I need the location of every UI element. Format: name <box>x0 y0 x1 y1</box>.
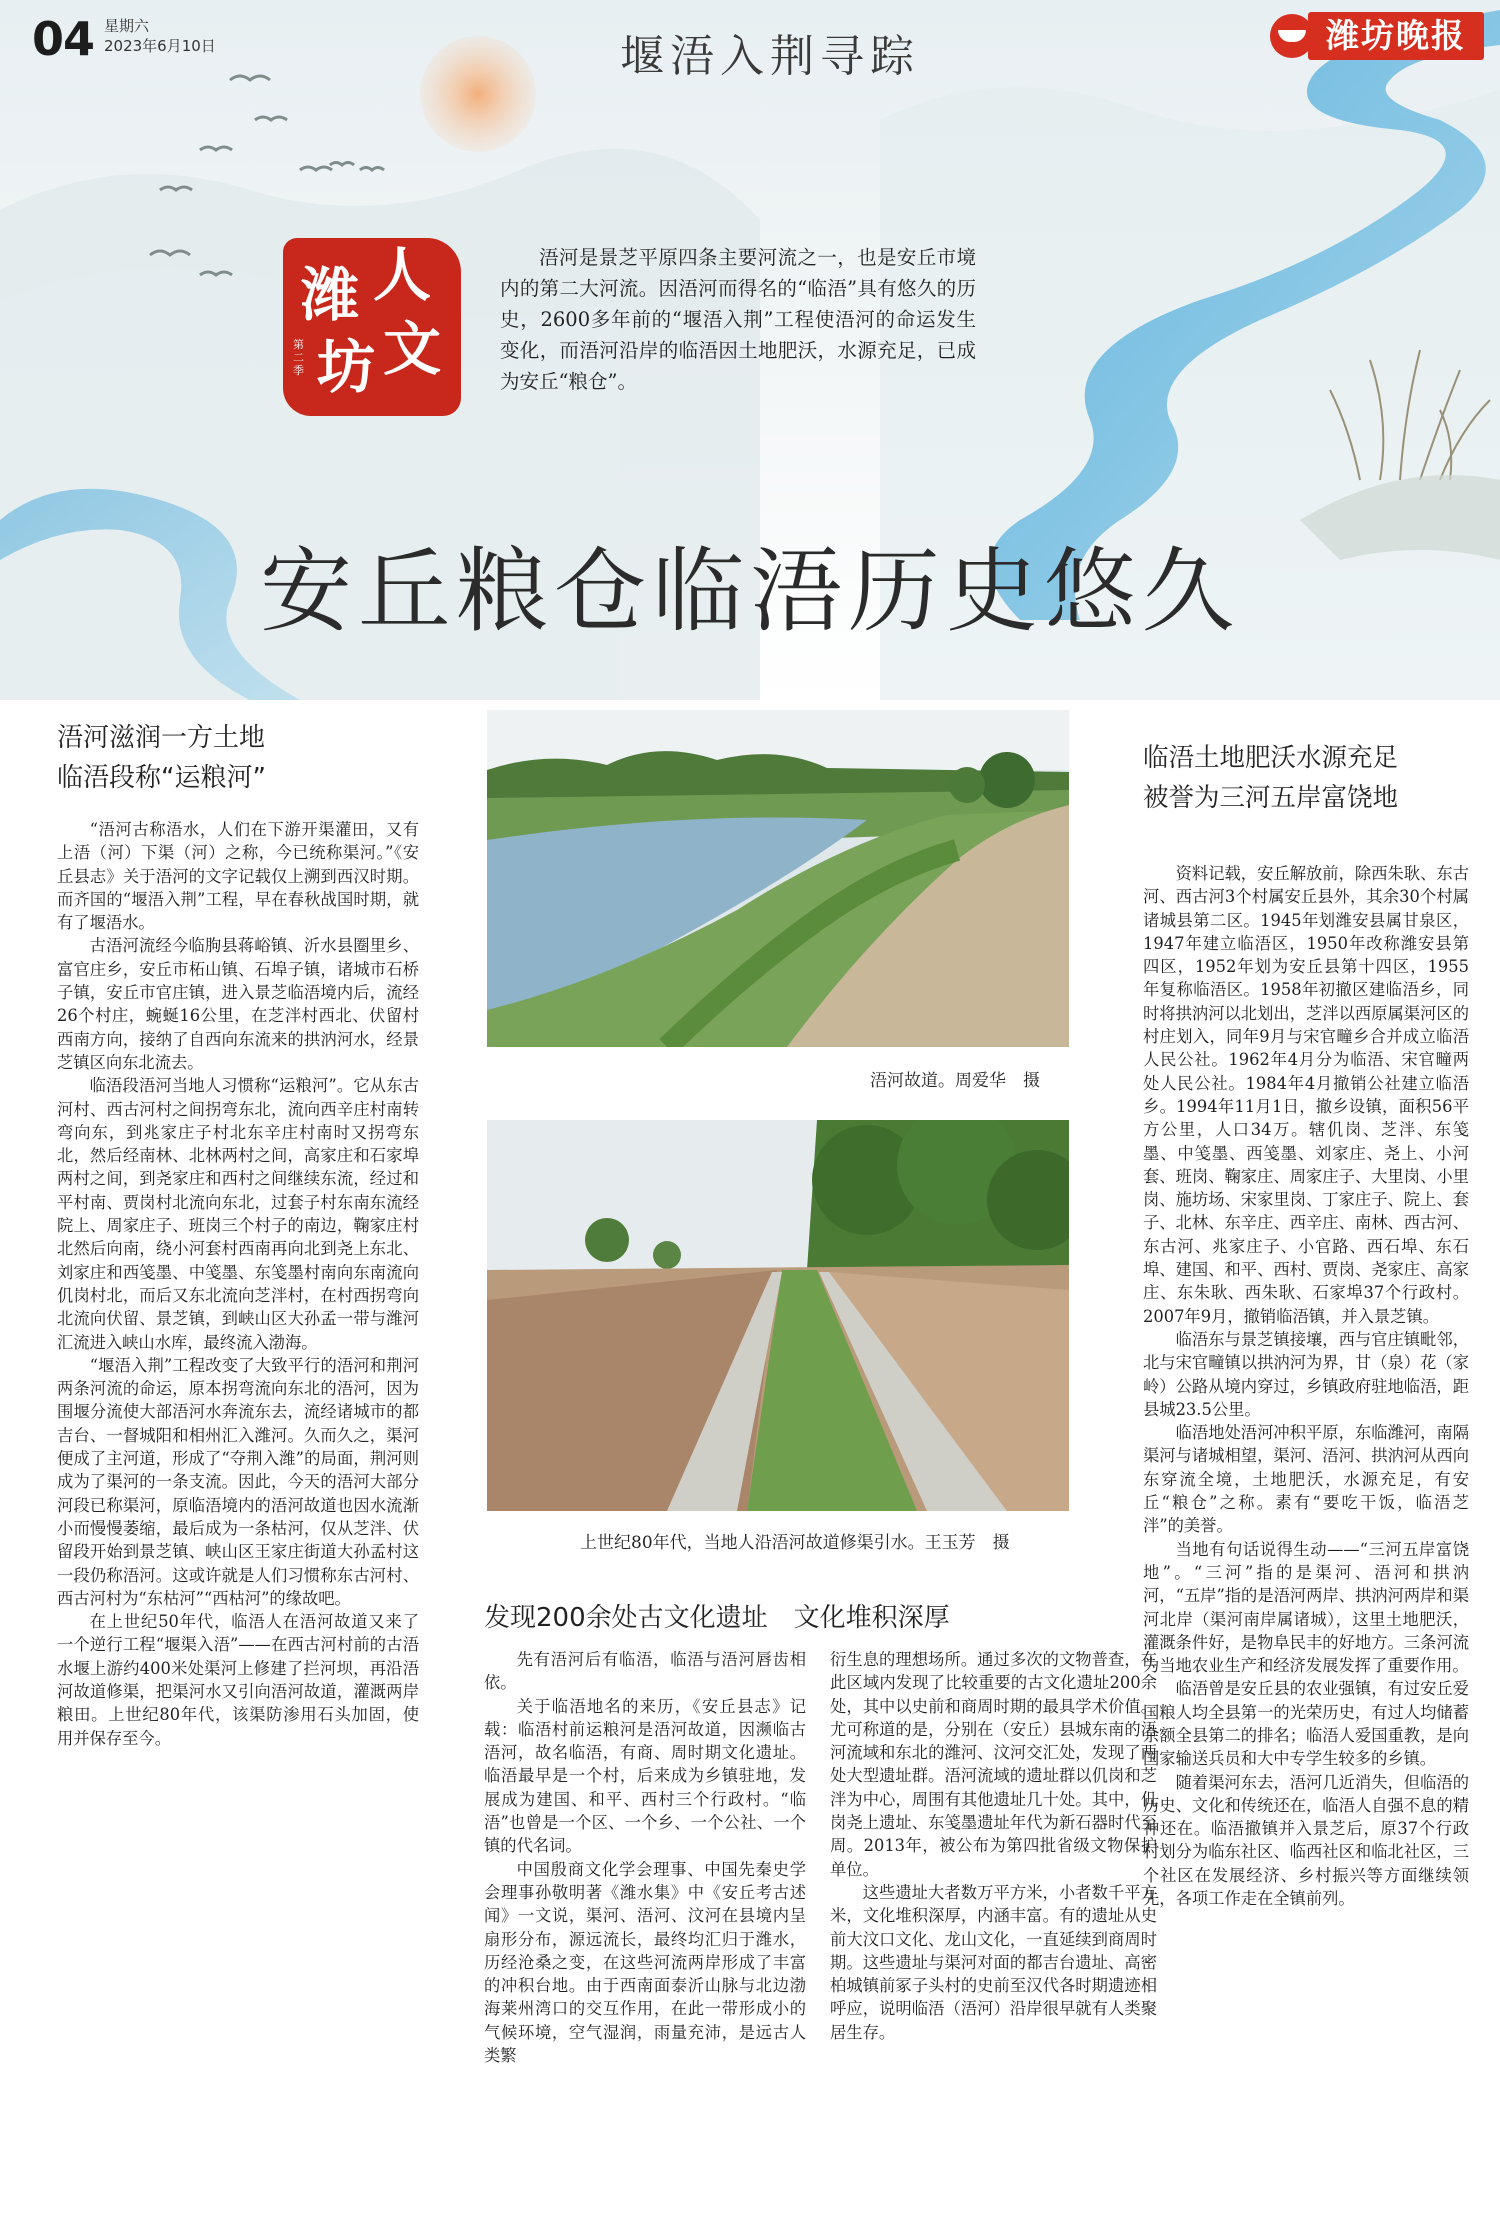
series-seal <box>283 238 461 416</box>
photo1-caption: 浯河故道。周爱华 摄 <box>870 1071 1040 1091</box>
section1-title-line2: 临浯段称“运粮河” <box>57 763 266 793</box>
section3-title-line1: 临浯土地肥沃水源充足 <box>1143 743 1399 773</box>
section2-body-a <box>484 1648 806 2067</box>
section1-body <box>57 818 419 1750</box>
column-title: 堰浯入荆寻踪 <box>620 31 920 82</box>
paragraph: 临浯东与景芝镇接壤，西与官庄镇毗邻，北与宋官疃镇以拱汭河为界，甘（泉）花（家岭）公路从境内穿过，乡镇政府驻地临浯，距县城23.5公里。 <box>1143 1329 1469 1419</box>
photo-river-course <box>487 710 1069 1047</box>
paragraph: 衍生息的理想场所。通过多次的文物普查，在此区域内发现了比较重要的古文化遗址200余处，其中以史前和商周时期的最具学术价值。尤可称道的是，分别在（安丘）县城东南的浯河流域和东北的潍河、汶河交汇处，发现了两处大型遗址群。浯河流域的遗址群以仉岗和芝泮为中心，周围有其他遗址几十处。其中，仉岗尧上遗址、东笺墨遗址年代为新石器时代至周。2013年，被公布为第四批省级文物保护单位。 <box>830 1650 1157 1879</box>
paragraph: “浯河古称浯水，人们在下游开渠灌田，又有上浯（河）下渠（河）之称，今已统称渠河。”《安丘县志》关于浯河的文字记载仅上溯到西汉时期。而齐国的“堰浯入荆”工程，早在春秋战国时期，就有了堰浯水。 <box>57 820 419 933</box>
section1-title-line1: 浯河滋润一方土地 <box>57 723 266 753</box>
photo-irrigation-channel <box>487 1120 1069 1511</box>
section3-title <box>1143 738 1473 818</box>
section1-title <box>57 718 419 798</box>
seal-char-4: 文 <box>383 315 442 383</box>
paragraph: 随着渠河东去，浯河几近消失，但临浯的历史、文化和传统还在，临浯人自强不息的精神还在。临浯撤镇并入景芝后，原37个行政村划分为临东社区、临西社区和临北社区，三个社区在发展经济、乡村振兴等方面继续领先，各项工作走在全镇前列。 <box>1143 1772 1469 1909</box>
seal-char-2: 人 <box>373 241 432 309</box>
page-number: 04 <box>32 12 95 66</box>
paragraph: 在上世纪50年代，临浯人在浯河故道又来了一个逆行工程“堰渠入浯”——在西古河村前的古浯水堰上游约400米处渠河上修建了拦河坝，再沿浯河故道修渠，把渠河水又引向浯河故道，灌溉两岸粮田。上世纪80年代，该渠防渗用石头加固，使用并保存至今。 <box>57 1612 419 1748</box>
seal-char-3: 坊 <box>317 333 376 401</box>
header-banner <box>0 0 1500 700</box>
paragraph: 临浯段浯河当地人习惯称“运粮河”。它从东古河村、西古河村之间拐弯东北，流向西辛庄村南转弯向东，到兆家庄子村北东辛庄村南时又拐弯东北，然后经南林、北林两村之间，高家庄和石家埠两村之间，到尧家庄和西村之间继续东流，经过和平村南、贾岗村北流向东北，过套子村东南东流经院上、周家庄子、班岗三个村子的南边，鞠家庄村北然后向南，绕小河套村西南再向北到尧上东北、刘家庄和西笺墨、中笺墨、东笺墨村南向东南流向仉岗村北，而后又东北流向芝泮村，在村西拐弯向北流向伏留、景芝镇，到峡山区大孙孟一带与潍河汇流进入峡山水库，最终流入渤海。 <box>57 1076 419 1352</box>
paragraph: 临浯曾是安丘县的农业强镇，有过安丘爱国粮人均全县第一的光荣历史，有过人均储蓄余额全县第二的排名；临浯人爱国重教，是向国家输送兵员和大中专学生较多的乡镇。 <box>1143 1679 1469 1769</box>
seal-char-1: 潍 <box>301 261 360 329</box>
section3-body <box>1143 862 1469 1910</box>
channel-photo-illustration <box>487 1120 1069 1511</box>
paragraph: 这些遗址大者数万平方米，小者数千平方米，文化堆积深厚，内涵丰富。有的遗址从史前大汶口文化、龙山文化，一直延续到商周时期。这些遗址与渠河对面的都吉台遗址、高密柏城镇前冢子头村的史前至汉代各时期遗迹相呼应，说明临浯（浯河）沿岸很早就有人类聚居生存。 <box>830 1882 1157 2042</box>
paragraph: 中国殷商文化学会理事、中国先秦史学会理事孙敬明著《潍水集》中《安丘考古述闻》一文说，渠河、浯河、汶河在县境内呈扇形分布，源远流长，最终均汇归于潍水，历经沧桑之变，在这些河流两岸形成了丰富的冲积台地。由于西南面泰沂山脉与北边渤海莱州湾口的交互作用，在此一带形成小的气候环境，空气湿润，雨量充沛，是远古人类繁 <box>484 1859 806 2066</box>
paragraph: 当地有句话说得生动——“三河五岸富饶地”。“三河”指的是渠河、浯河和拱汭河，“五岸”指的是浯河两岸、拱汭河两岸和渠河北岸（渠河南岸属诸城），这里土地肥沃，灌溉条件好，是物阜民丰的好地方。三条河流为当地农业生产和经济发展发挥了重要作用。 <box>1143 1539 1469 1676</box>
paragraph: 关于临浯地名的来历，《安丘县志》记载：临浯村前运粮河是浯河故道，因濒临古浯河，故名临浯，有商、周时期文化遗址。临浯最早是一个村，后来成为乡镇驻地，发展成为建国、和平、西村三个行政村。“临浯”也曾是一个区、一个乡、一个公社、一个镇的代名词。 <box>484 1696 806 1856</box>
issue-date: 2023年6月10日 <box>104 37 216 55</box>
sun-icon <box>420 36 536 152</box>
river-photo-illustration <box>487 710 1069 1047</box>
section3-title-line2: 被誉为三河五岸富饶地 <box>1143 783 1399 813</box>
paragraph: 资料记载，安丘解放前，除西朱耿、东古河、西古河3个村属安丘县外，其余30个村属诸城县第二区。1945年划潍安县属甘泉区，1947年建立临浯区，1950年改称潍安县第四区，1952年划为安丘县第十四区，1955年复称临浯区。1958年初撤区建临浯乡，同时将拱汭河以北划出，芝泮以西原属渠河区的村庄划入，同年9月与宋官疃乡合并成立临浯人民公社。1962年4月分为临浯、宋官疃两处人民公社。1984年4月撤销公社建立临浯乡。1994年11月1日，撤乡设镇，面积56平方公里，人口34万。辖仉岗、芝泮、东笺墨、中笺墨、西笺墨、刘家庄、尧上、小河套、班岗、鞠家庄、周家庄子、大里岗、小里岗、施坊场、宋家里岗、丁家庄子、院上、套子、北林、东辛庄、西辛庄、南林、西古河、东古河、兆家庄子、小官路、西石埠、东石埠、建国、和平、西村、贾岗、尧家庄、高家庄、东朱耿、西朱耿、石家埠37个行政村。2007年9月，撤销临浯镇，并入景芝镇。 <box>1143 864 1469 1326</box>
paragraph: 先有浯河后有临浯，临浯与浯河唇齿相依。 <box>484 1650 806 1693</box>
photo2-caption: 上世纪80年代，当地人沿浯河故道修渠引水。王玉芳 摄 <box>580 1533 1010 1553</box>
main-headline: 安丘粮仓临浯历史悠久 <box>259 538 1240 645</box>
seal-subtitle: 第二季 <box>293 338 304 377</box>
masthead-logo <box>1270 8 1485 64</box>
paragraph: “堰浯入荆”工程改变了大致平行的浯河和荆河两条河流的命运，原本拐弯流向东北的浯河，因为围堰分流使大部浯河水奔流东去，流经诸城市的都吉台、一督城阳和相州汇入潍河。久而久之，渠河便成了主河道，形成了“夺荆入潍”的局面，荆河则成为了渠河的一条支流。因此，今天的浯河大部分河段已称渠河，原临浯境内的浯河故道也因水流渐小而慢慢萎缩，最后成为一条枯河，仅从芝泮、伏留段开始到景芝镇、峡山区王家庄街道大孙孟村这一段仍称浯河。这或许就是人们习惯称东古河村、西古河村为“东枯河”“西枯河”的缘故吧。 <box>57 1355 419 1608</box>
section2-title: 发现200余处古文化遗址 文化堆积深厚 <box>484 1603 950 1633</box>
section2-body-b <box>830 1648 1157 2044</box>
paragraph: 临浯地处浯河冲积平原，东临潍河，南隔渠河与诸城相望，渠河、浯河、拱汭河从西向东穿流全境，土地肥沃，水源充足，有安丘“粮仓”之称。素有“要吃干饭，临浯芝泮”的美誉。 <box>1143 1423 1469 1536</box>
dateline <box>104 16 216 56</box>
paragraph: 古浯河流经今临朐县蒋峪镇、沂水县圈里乡、富官庄乡，安丘市柘山镇、石埠子镇，诸城市石桥子镇，安丘市官庄镇，进入景芝临浯境内后，流经26个村庄，蜿蜒16公里，在芝泮村西北、伏留村西南方向，接纳了自西向东流来的拱汭河水，经景芝镇区向东北流去。 <box>57 936 419 1072</box>
intro-paragraph: 浯河是景芝平原四条主要河流之一，也是安丘市境内的第二大河流。因浯河而得名的“临浯”具有悠久的历史，2600多年前的“堰浯入荆”工程使浯河的命运发生变化，而浯河沿岸的临浯因土地肥沃，水源充足，已成为安丘“粮仓”。 <box>500 246 976 393</box>
weekday: 星期六 <box>104 17 150 35</box>
masthead-text: 潍坊晚报 <box>1308 12 1484 60</box>
